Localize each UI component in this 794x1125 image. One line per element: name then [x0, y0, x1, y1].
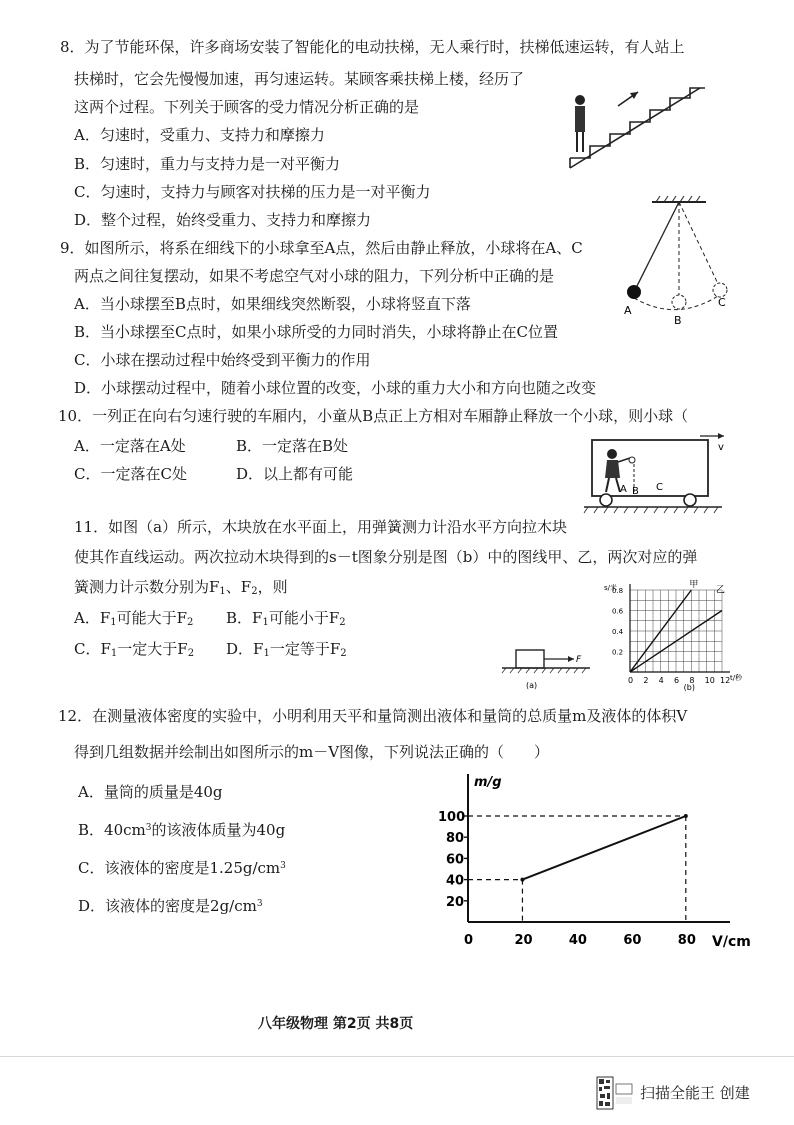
- x-tick-label: 0: [628, 676, 634, 685]
- q11-stem-line3: 簧测力计示数分别为$F_1$、$F_2$，则: [74, 578, 288, 597]
- series-label-2: 乙: [716, 585, 726, 596]
- qr-code-icon: [596, 1076, 634, 1110]
- q10-option-d: D．以上都有可能: [236, 465, 354, 483]
- q8-option-b: B．匀速时，重力与支持力是一对平衡力: [74, 155, 341, 173]
- q12-stem-line2: 得到几组数据并绘制出如图所示的m－V图像，下列说法正确的（ ）: [74, 743, 550, 761]
- q12-option-d: D．该液体的密度是$2g/cm^3$: [78, 897, 263, 915]
- label-a: A: [624, 304, 632, 317]
- x-tick-label: 10: [704, 676, 715, 685]
- y-tick-label: 0.2: [612, 648, 624, 657]
- pendulum-figure: [616, 192, 746, 330]
- train-car-figure: [582, 428, 732, 514]
- label-a: A: [620, 484, 627, 495]
- data-line: [522, 816, 685, 880]
- q11-option-a: A．$F_1$可能大于$F_2$: [74, 609, 194, 628]
- q9-option-a: A．当小球摆至B点时，如果细线突然断裂，小球将竖直下落: [74, 295, 471, 313]
- x-tick-label: 2: [643, 676, 649, 685]
- x-tick-label: 20: [514, 933, 533, 948]
- y-tick-label: 0.6: [612, 607, 624, 616]
- data-point: [520, 878, 524, 882]
- mv-chart: [420, 770, 760, 956]
- q8-stem-line3: 这两个过程。下列关于顾客的受力情况分析正确的是: [74, 98, 420, 116]
- velocity-label: v: [718, 442, 724, 453]
- q12-stem-line1: 12．在测量液体密度的实验中，小明利用天平和量筒测出液体和量筒的总质量m及液体的体积V: [58, 707, 688, 725]
- q10-stem-line1: 10．一列正在向右匀速行驶的车厢内，小童从B点正上方相对车厢静止释放一个小球，则小球（: [58, 407, 689, 425]
- motion-arrow: [618, 92, 638, 106]
- wheel-left: [600, 494, 612, 506]
- fig-b-caption: (b): [683, 683, 695, 692]
- force-label: F: [576, 655, 582, 665]
- q12-option-c: C．该液体的密度是$1.25g/cm^3$: [78, 859, 286, 877]
- page-number: 八年级物理 第2页 共8页: [258, 1016, 414, 1032]
- x-tick-label: 12: [720, 676, 731, 685]
- y-tick-label: 0.8: [612, 587, 624, 595]
- fig-a-caption: (a): [526, 681, 538, 690]
- y-axis-label: s/米: [604, 584, 618, 592]
- x-tick-label: 8: [689, 676, 695, 685]
- label-c: C: [656, 482, 663, 493]
- x-tick-label: 40: [568, 933, 587, 948]
- x-tick-label: 4: [658, 676, 664, 685]
- q12-option-a: A．量筒的质量是40g: [78, 783, 223, 801]
- y-tick-label: 100: [438, 810, 466, 825]
- x-tick-label: 80: [677, 933, 696, 948]
- q11-stem-line2: 使其作直线运动。两次拉动木块得到的s－t图象分别是图（b）中的图线甲、乙，两次对应的弹: [74, 548, 698, 566]
- q8-option-a: A．匀速时，受重力、支持力和摩擦力: [74, 126, 325, 144]
- q9-option-b: B．当小球摆至C点时，如果小球所受的力同时消失，小球将静止在C位置: [74, 323, 558, 341]
- y-tick-label: 80: [446, 831, 465, 847]
- y-tick-label: 40: [446, 873, 465, 889]
- string-at-c: [679, 202, 720, 288]
- q12-option-b: B．$40cm^3$的该液体质量为40g: [78, 821, 286, 839]
- label-c: C: [718, 296, 726, 309]
- released-ball: [629, 457, 635, 463]
- q11-option-c: C．$F_1$一定大于$F_2$: [74, 640, 195, 659]
- person-icon: [575, 95, 585, 152]
- escalator-steps: [570, 88, 705, 158]
- y-tick-label: 60: [446, 852, 465, 868]
- x-axis-label: t/秒: [730, 674, 743, 682]
- q10-option-a: A．一定落在A处: [74, 437, 186, 455]
- q11-option-d: D．$F_1$一定等于$F_2$: [226, 640, 347, 659]
- wheel-right: [684, 494, 696, 506]
- wood-block: [516, 650, 544, 668]
- ball-at-b: [672, 295, 686, 309]
- x-tick-label: 60: [623, 933, 642, 948]
- label-b: B: [632, 486, 639, 497]
- q11-option-b: B．$F_1$可能小于$F_2$: [226, 609, 346, 628]
- ball-at-a: [627, 285, 641, 299]
- q10-option-b: B．一定落在B处: [236, 437, 349, 455]
- q11-stem-line1: 11．如图（a）所示，木块放在水平面上，用弹簧测力计沿水平方向拉木块: [74, 518, 568, 536]
- st-chart: [600, 578, 752, 696]
- block-figure-a: [500, 640, 600, 692]
- data-point: [684, 814, 688, 818]
- ceiling-mount: [652, 196, 706, 202]
- q9-option-c: C．小球在摆动过程中始终受到平衡力的作用: [74, 351, 371, 369]
- q8-option-d: D．整个过程，始终受重力、支持力和摩擦力: [74, 211, 372, 229]
- x-axis-label: V/cm: [712, 934, 751, 950]
- q8-stem-line2: 扶梯时，它会先慢慢加速，再匀速运转。某顾客乘扶梯上楼，经历了: [74, 70, 525, 88]
- ball-at-c: [713, 283, 727, 297]
- q8-option-c: C．匀速时，支持力与顾客对扶梯的压力是一对平衡力: [74, 183, 431, 201]
- q9-stem-line1: 9．如图所示，将系在细线下的小球拿至A点，然后由静止释放，小球将在A、C: [60, 239, 583, 257]
- escalator-figure: [560, 78, 720, 170]
- q9-option-d: D．小球摆动过程中，随着小球位置的改变，小球的重力大小和方向也随之改变: [74, 379, 597, 397]
- string-at-a: [634, 202, 679, 292]
- y-tick-label: 0.4: [612, 628, 624, 636]
- q10-option-c: C．一定落在C处: [74, 465, 187, 483]
- q9-stem-line2: 两点之间往复摆动，如果不考虑空气对小球的阻力，下列分析中正确的是: [74, 267, 555, 285]
- q8-stem-line1: 8．为了节能环保，许多商场安装了智能化的电动扶梯，无人乘行时，扶梯低速运转，有人站上: [60, 38, 685, 56]
- series-label-1: 甲: [689, 580, 699, 590]
- x-tick-label: 0: [464, 933, 474, 948]
- x-tick-label: 6: [674, 676, 680, 685]
- y-axis-label: m/g: [474, 775, 502, 790]
- scanner-brand: 扫描全能王 创建: [640, 1084, 750, 1102]
- y-tick-label: 20: [446, 894, 465, 910]
- label-b: B: [674, 314, 682, 327]
